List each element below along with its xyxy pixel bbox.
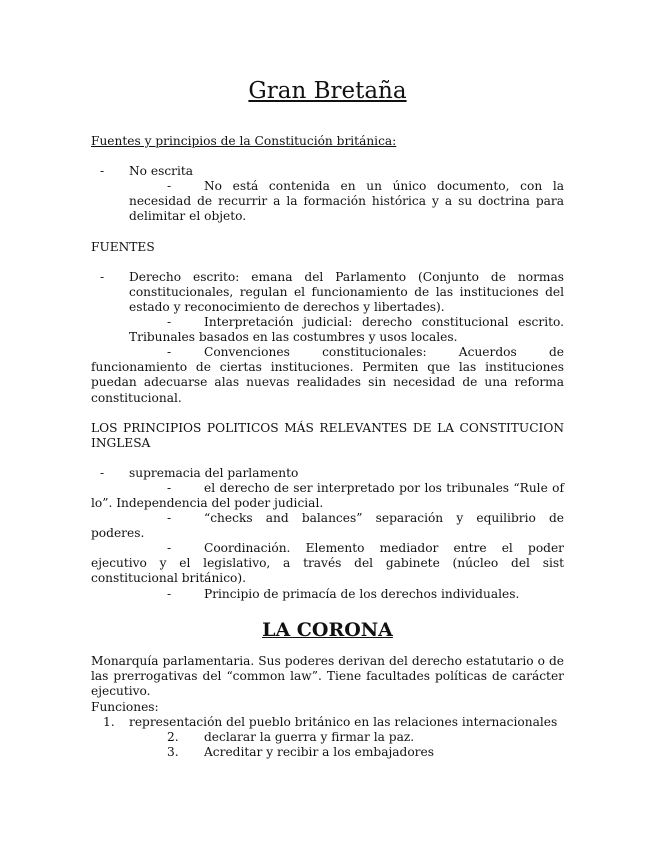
- section-heading-fuentes-principios: Fuentes y principios de la Constitución británica:: [91, 134, 397, 148]
- dash-bullet: -: [167, 587, 172, 601]
- section-heading-fuentes: FUENTES: [91, 240, 155, 254]
- corona-intro: Monarquía parlamentaria. Sus poderes derivan del derecho estatutario o de las prerrogativas del “common law”. Tiene facultades políticas de carácter ejecutivo.: [91, 654, 564, 699]
- page-title: Gran Bretaña: [248, 78, 407, 104]
- dash-bullet: -: [167, 541, 172, 555]
- dash-bullet: -: [167, 481, 172, 495]
- dash-bullet: -: [167, 511, 172, 525]
- bullet-text: Derecho escrito: emana del Parlamento (Conjunto de normas constitucionales, regulan el funcionamiento de las instituciones del estado y reconocimiento de derechos y libertades).: [129, 270, 564, 315]
- sub-bullet-text: No está contenida en un único documento, con la necesidad de recurrir a la formación histórica y a su doctrina para delimitar el objeto.: [129, 179, 564, 224]
- dash-bullet: -: [167, 179, 172, 193]
- dash-bullet: -: [100, 164, 105, 178]
- funciones-label: Funciones:: [91, 700, 159, 714]
- dash-bullet: -: [100, 466, 105, 480]
- item-number: 3.: [167, 745, 179, 759]
- item-number: 1.: [103, 715, 115, 729]
- sub-bullet-text: “checks and balances” separación y equilibrio de poderes.: [91, 511, 564, 541]
- dash-bullet: -: [167, 315, 172, 329]
- section-heading-corona: LA CORONA: [262, 619, 393, 641]
- dash-bullet: -: [100, 270, 105, 284]
- item-text: representación del pueblo británico en las relaciones internacionales: [129, 715, 558, 729]
- sub-bullet-text: Convenciones constitucionales: Acuerdos de funcionamiento de ciertas instituciones. Permiten que las instituciones puedan adecuarse alas nuevas realidades sin necesidad de una reforma constitucional.: [91, 345, 564, 405]
- dash-bullet: -: [167, 345, 172, 359]
- sub-bullet-text: Principio de primacía de los derechos individuales.: [204, 587, 520, 601]
- sub-bullet-text: Coordinación. Elemento mediador entre el poder ejecutivo y el legislativo, a través del gabinete (núcleo del sist constitucional británico).: [91, 541, 564, 586]
- item-text: Acreditar y recibir a los embajadores: [204, 745, 434, 759]
- sub-bullet-text: el derecho de ser interpretado por los tribunales “Rule of lo”. Independencia del poder judicial.: [91, 481, 564, 511]
- bullet-text: supremacia del parlamento: [129, 466, 299, 480]
- sub-bullet-text: Interpretación judicial: derecho constitucional escrito. Tribunales basados en las costumbres y usos locales.: [129, 315, 564, 345]
- item-number: 2.: [167, 730, 179, 744]
- bullet-text: No escrita: [129, 164, 194, 178]
- section-heading-principios: LOS PRINCIPIOS POLITICOS MÁS RELEVANTES DE LA CONSTITUCION INGLESA: [91, 421, 564, 451]
- item-text: declarar la guerra y firmar la paz.: [204, 730, 415, 744]
